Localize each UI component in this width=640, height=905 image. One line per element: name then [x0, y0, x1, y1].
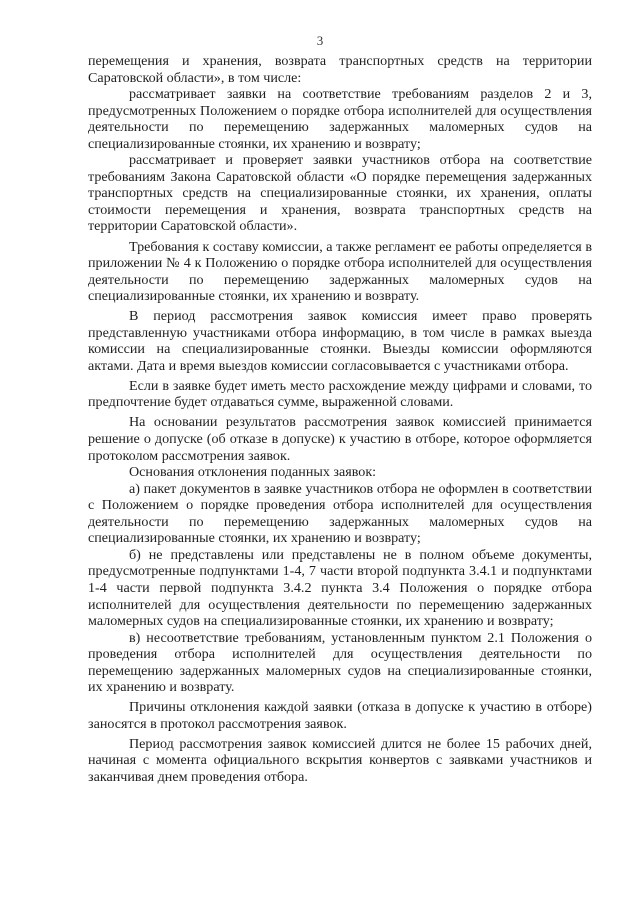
paragraph-rejection-grounds: Основания отклонения поданных заявок:: [129, 464, 377, 481]
document-body: [88, 53, 592, 786]
page-number: 3: [316, 33, 324, 48]
paragraph-review-duration: Период рассмотрения заявок комиссией длится не более 15 рабочих дней, начиная с момента официального вскрытия конвертов с заявками участников и заканчивая днем проведения отбора.: [88, 735, 592, 785]
paragraph-continuation: перемещения и хранения, возврата транспортных средств на территории Саратовской области», в том числе:: [88, 53, 592, 86]
paragraph-commission-requirements: Требования к составу комиссии, а также регламент ее работы определяется в приложении № 4 к Положению о порядке отбора исполнителей для осуществления деятельности по перемещению задержанных маломерных судов на специализированные стоянки, их хранению и возврату.: [88, 238, 592, 305]
paragraph-review-period-rights: В период рассмотрения заявок комиссия имеет право проверять представленную участниками отбора информацию, в том числе в рамках выезда комиссии на специализированные стоянки. Выезды комиссии оформляются актами. Дата и время выездов комиссии согласовывается с участниками отбора.: [88, 308, 592, 374]
paragraph-review-sections: рассматривает заявки на соответствие требованиям разделов 2 и 3, предусмотренных Положением о порядке отбора исполнителей для осуществления деятельности по перемещению задержанных маломерных судов на специализированные стоянки, их хранению и возврату;: [88, 86, 592, 152]
paragraph-decision: На основании результатов рассмотрения заявок комиссией принимается решение о допуске (об отказе в допуске) к участию в отборе, которое оформляется протоколом рассмотрения заявок.: [88, 414, 592, 464]
paragraph-review-law: рассматривает и проверяет заявки участников отбора на соответствие требованиям Закона Саратовской области «О порядке перемещения задержанных транспортных средств на специализированные стоянки, их хранения, оплаты стоимости перемещения и хранения, возврата транспортных средств на территории Саратовской области».: [88, 152, 592, 235]
list-item-b: б) не представлены или представлены не в полном объеме документы, предусмотренные подпунктами 1-4, 7 части второй подпункта 3.4.1 и подпунктами 1-4 части первой подпункта 3.4.2 пункта 3.4 Положения о порядке отбора исполнителей для осуществления деятельности по перемещению задержанных маломерных судов на специализированные стоянки, их хранению и возврату;: [88, 546, 592, 630]
list-item-a: а) пакет документов в заявке участников отбора не оформлен в соответствии с Положением о порядке проведения отбора исполнителей для осуществления деятельности по перемещению задержанных маломерных судов на специализированные стоянки, их хранению и возврату;: [88, 480, 592, 547]
paragraph-figures-words: Если в заявке будет иметь место расхождение между цифрами и словами, то предпочтение будет отдаваться сумме, выраженной словами.: [88, 377, 592, 411]
list-item-c: в) несоответствие требованиям, установленным пунктом 2.1 Положения о проведения отбора исполнителей для осуществления деятельности по перемещению задержанных маломерных судов на специализированные стоянки, их хранению и возврату.: [88, 629, 592, 696]
paragraph-rejection-reasons: Причины отклонения каждой заявки (отказа в допуске к участию в отборе) заносятся в протокол рассмотрения заявок.: [88, 699, 592, 732]
